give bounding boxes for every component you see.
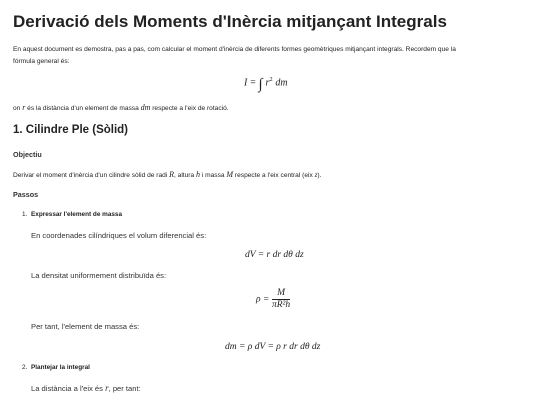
- objective-sentence: [13, 170, 321, 179]
- step-1-title: Expressar l'element de massa: [31, 211, 123, 218]
- formula-lhs: I: [244, 77, 248, 89]
- step-1-number: 1.: [22, 211, 28, 218]
- formula-equals: =: [250, 77, 256, 89]
- step-1-volume-text: En coordenades cilíndriques el volum diferencial és:: [31, 231, 207, 240]
- objective-pre: Derivar el moment d'inèrcia d'un cilindre sòlid de radi: [13, 172, 168, 179]
- step-2-text-pre: La distància a l'eix és: [31, 384, 103, 393]
- step-1-density-text: La densitat uniformement distribuïda és:: [31, 271, 167, 280]
- where-pre: on: [13, 105, 21, 112]
- where-r: r: [22, 103, 26, 112]
- equation-mass-element: dm = ρ dV = ρ r dr dθ dz: [225, 342, 321, 352]
- where-dm: dm: [140, 103, 151, 112]
- objective-axis: z: [314, 171, 318, 179]
- where-mid: és la distància d'un element de massa: [27, 105, 139, 112]
- general-formula: [244, 76, 288, 93]
- equation-volume-element: dV = r dr dθ dz: [245, 250, 304, 260]
- intro-paragraph-line-1: En aquest document es demostra, pas a pas, com calcular el moment d'inèrcia de diferents formes geomètriques mitjançant integrals. Recordem que la: [13, 46, 456, 53]
- equation-density-fraction: [272, 288, 290, 311]
- formula-power: 2: [269, 76, 273, 83]
- formula-dm: dm: [275, 77, 288, 89]
- page-title: Derivació dels Moments d'Inèrcia mitjançant Integrals: [13, 12, 447, 31]
- step-1-mass-text: Per tant, l'element de massa és:: [31, 322, 140, 331]
- objective-post: respecte a l'eix central (eix: [234, 172, 313, 179]
- step-2-title: Plantejar la integral: [31, 364, 90, 371]
- formula-integrand: r: [265, 77, 270, 89]
- step-2-distance-text: [31, 383, 141, 393]
- step-2-text-post: , per tant:: [108, 384, 141, 393]
- objective-end: ).: [317, 172, 322, 179]
- objective-radius: R: [169, 170, 174, 179]
- steps-heading: Passos: [13, 190, 39, 199]
- objective-heading: Objectiu: [13, 150, 42, 159]
- objective-mid-1: , altura: [173, 172, 195, 179]
- equation-density-lhs: ρ =: [256, 294, 270, 305]
- equation-density: [256, 288, 290, 311]
- intro-paragraph-line-2: fórmula general és:: [13, 58, 70, 65]
- equation-density-denominator: πR²h: [272, 300, 291, 310]
- where-sentence: [13, 103, 229, 112]
- step-2-text-r: r: [105, 383, 109, 393]
- objective-mid-2: i massa: [201, 172, 225, 179]
- objective-height: h: [196, 170, 200, 179]
- where-post: respecte a l'eix de rotació.: [152, 105, 229, 112]
- formula-integral-sign: ∫: [258, 76, 263, 93]
- section-1-heading: 1. Cilindre Ple (Sòlid): [13, 124, 129, 136]
- equation-density-numerator: M: [272, 288, 290, 300]
- objective-mass: M: [226, 170, 234, 179]
- step-2-number: 2.: [22, 364, 28, 371]
